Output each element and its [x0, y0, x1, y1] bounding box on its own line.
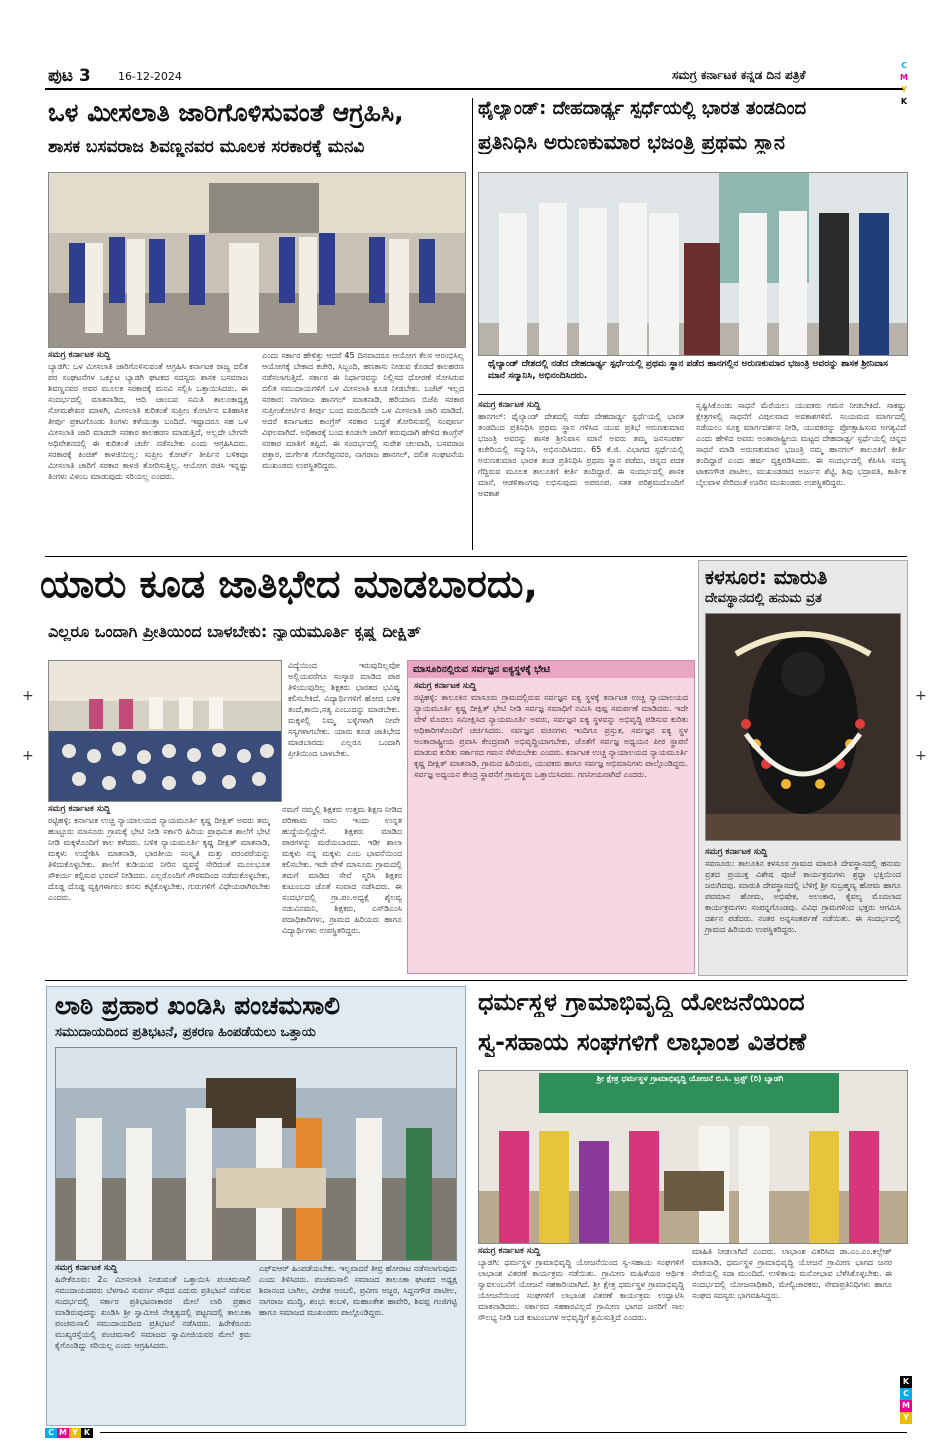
cmyk-c: C: [901, 61, 907, 70]
protest-group-photo: [49, 173, 465, 347]
article5-photo: [705, 613, 901, 841]
article4-box: [407, 660, 695, 974]
article3-headline: ಯಾರು ಕೂಡ ಜಾತಿಭೇದ ಮಾಡಬಾರದು,: [40, 562, 538, 606]
cmyk-k: K: [900, 97, 908, 106]
page-number: ಪುಟ 3: [48, 66, 91, 86]
article5-body-text: ಸವಣೂರು: ತಾಲೂಕಿನ ಕಳಸೂರ ಗ್ರಾಮದ ಮಾರುತಿ ದೇವಸ್ಥಾನದಲ್ಲಿ ಹನುಮ ವ್ರತದ ಪ್ರಯುಕ್ತ ವಿಶೇಷ ಪೂಜೆ ಕಾರ್ಯಕ್ರಮಗಳು ಶ್ರದ್ಧಾ ಭಕ್ತಿಯಿಂದ ಜರುಗಿದವು. ಮಾರುತಿ ದೇವಸ್ಥಾನದಲ್ಲಿ ಬೆಳಿಗ್ಗೆ ಶ್ರೀ ಸುಬ್ರಹ್ಮಣ್ಯ ಹೋಮ ಹಾಗೂ ಪವಮಾನ ಹೋಮ, ಅಭಿಷೇಕ, ಅಲಂಕಾರ, ಕೈವಲ್ಯ ಮೊದಲಾದ ಕಾರ್ಯಕ್ರಮಗಳು ಸಂಪನ್ನಗೊಂಡವು. ವಿವಿಧ ಗ್ರಾಮಗಳಿಂದ ಭಕ್ತರು ಆಗಮಿಸಿ ದರ್ಶನ ಪಡೆದರು. ನಂತರ ಅನ್ನಸಂತರ್ಪಣೆ ನಡೆಯಿತು. ಈ ಸಂದರ್ಭದಲ್ಲಿ ಗ್ರಾಮದ ಹಿರಿಯರು ಉಪಸ್ಥಿತರಿದ್ದರು.: [705, 858, 901, 934]
article7-subhead: ಸ್ವ-ಸಹಾಯ ಸಂಘಗಳಿಗೆ ಲಾಭಾಂಶ ವಿತರಣೆ: [478, 1028, 807, 1056]
article3-byline: ಸಮಗ್ರ ಕರ್ನಾಟಕ ಸುದ್ದಿ: [48, 804, 111, 814]
article6-box: [46, 986, 466, 1426]
self-help-group-photo: [479, 1071, 907, 1243]
article6-col1-text: ಹಿರೇಕೆರೂರು: 2ಎ ಮೀಸಲಾತಿ ನೀಡುವಂತೆ ಒತ್ತಾಯಿಸಿ ಪಂಚಮಸಾಲಿ ಸಮುದಾಯದವರು ಬೆಳಗಾವಿ ಸುವರ್ಣ ಸೌಧದ ಎದುರು ಪ್ರತಿಭಟನೆ ನಡೆಸುವ ಸಂದರ್ಭದಲ್ಲಿ ಸರ್ಕಾರ ಪ್ರತಿಭಟನಾಕಾರರ ಮೇಲೆ ಲಾಠಿ ಪ್ರಹಾರ ಮಾಡಿರುವುದನ್ನು ಖಂಡಿಸಿ ಶ್ರೀ ಸ್ವಾಮೀಜಿ ನೇತೃತ್ವದಲ್ಲಿ ಪಟ್ಟಣದಲ್ಲಿ ತಾಲೂಕಾ ಪಂಚಮಸಾಲಿ ಸಮುದಾಯದಿಂದ ಪ್ರತಿಭಟನೆ ನಡೆಸಿದರು. ಹಿರೇಕೆರೂರು ಮುಖ್ಯರಸ್ತೆಯಲ್ಲಿ ಪಂಚಮಸಾಲಿ ಸಮಾಜದ ಸ್ವಾಮೀಜಿಯವರ ಮೇಲೆ ಕ್ರಮ ಕೈಗೊಂಡಿದ್ದು ಸರಿಯಲ್ಲ ಎಂದು ಆಗ್ರಹಿಸಿದರು.: [55, 1275, 251, 1350]
cmyk-side-k: K: [900, 1376, 912, 1388]
cmyk-side-c: C: [900, 1388, 912, 1400]
article4-body: [408, 678, 694, 969]
article7-banner: ಶ್ರೀ ಕ್ಷೇತ್ರ ಧರ್ಮಸ್ಥಳ ಗ್ರಾಮಾಭಿವೃದ್ಧಿ ಯೋಜನೆ ಬಿ.ಸಿ. ಟ್ರಸ್ಟ್ (ರಿ) ಬ್ಯಾಡಗಿ: [596, 1074, 784, 1083]
article1-col2: ಎಂದು ಸರ್ಕಾರ ಹೇಳಿತ್ತು ಆದರೆ 45 ದಿನವಾದರೂ ಆಯೋಗ ಕೆಲಸ ಆರಂಭಿಸಿಲ್ಲ ಆಯೋಗಕ್ಕೆ ಬೇಕಾದ ಕಚೇರಿ, ಸಿಬ್ಬಂದಿ, ಹಣಕಾಸು ನೀಡುವ ಕೊಡದೆ ಕಾಲಹರಣ ನಡೆಸಲಾಗುತ್ತಿದೆ. ಸರ್ಕಾರ ಈ ನಿರ್ಧಾರವನ್ನು ನಿಲ್ಲಿಸದ ಧೋರಣೆ ಸೋಸಿರುವ ದಲಿತ ಸಮುದಾಯಗಳಿಗೆ ಒಳ ಮೀಸಲಾತಿ ಕೂಡ ನೀಡಬೇಕು. ಬಜೆಟ್ ಇಲ್ಲದ ಸರಕಾರ: ನಾಗರಾಜ ಹಾನಗಲ್ ಮಾತನಾಡಿ, ಹರಿಯಾಣ ಬಿಜೆಪಿ ಸರಕಾರ ಸುಪ್ರೀಂಕೋರ್ಟಿನ ತೀರ್ಪು ಬಂದ ಮರುದಿನವೇ ಒಳ ಮೀಸಲಾತಿ ಜಾರಿ ಮಾಡಿದೆ. ಅದರೆ ಕರ್ನಾಟಕದ ಕಾಂಗ್ರೆಸ್ ಸರಕಾರ ಬದ್ಧತೆ ತೋರಿಸುವಲ್ಲಿ ಸಂಪೂರ್ಣ ವಿಫಲವಾಗಿದೆ. ಅಧಿಕಾರಕ್ಕೆ ಬಂದ ಕೂಡಲೇ ಜಾರಿಗೆ ತರುವುದಾಗಿ ಹೇಳಿದ ಕಾಂಗ್ರೆಸ್ ಸರಕಾರ ಮಾತಿಗೆ ತಪ್ಪಿದೆ. ಈ ಸಂದರ್ಭದಲ್ಲಿ ಸುರೇಶ ಚಲವಾದಿ, ಬಸವರಾಜ ಪತ್ತಾರ, ದುರ್ಗೇಶ ಗೋನೆಪ್ಪನವರ, ನಾಗರಾಜ ಹಾನಗಲ್, ದಲಿತ ಸಂಘಟನೆಯ ಮುಖಂಡರು ಉಪಸ್ಥಿತರಿದ್ದರು.: [262, 351, 464, 470]
hanuman-idol-photo: [706, 614, 900, 840]
article3-subhead: ಎಲ್ಲರೂ ಒಂದಾಗಿ ಪ್ರೀತಿಯಿಂದ ಬಾಳಬೇಕು: ನ್ಯಾಯಮೂರ್ತಿ ಕೃಷ್ಣ ದೀಕ್ಷಿತ್: [48, 622, 421, 641]
article1-photo: [48, 172, 466, 348]
article6-subhead: ಸಮುದಾಯದಿಂದ ಪ್ರತಿಭಟನೆ, ಪ್ರಕರಣ ಹಿಂಪಡೆಯಲು ಒತ್ತಾಯ: [55, 1025, 316, 1040]
cmyk-side-y: Y: [900, 1412, 912, 1424]
article5-box: [698, 560, 908, 976]
article7-photo: [478, 1070, 908, 1244]
article3-col1-text: ರಟ್ಟಿಹಳ್ಳಿ: ಕರ್ನಾಟಕ ಉಚ್ಚ ನ್ಯಾಯಾಲಯದ ನ್ಯಾಯಮೂರ್ತಿ ಕೃಷ್ಣ ದೀಕ್ಷಿತ್ ಅವರು ತಮ್ಮ ಹುಟ್ಟೂರು ಮಾಸೂರು ಗ್ರಾಮಕ್ಕೆ ಭೇಟಿ ನೀಡಿ ಸರ್ಕಾರಿ ಹಿರಿಯ ಪ್ರಾಥಮಿಕ ಶಾಲೆಗೆ ಭೇಟಿ ನೀಡಿ ಮಕ್ಕಳೊಂದಿಗೆ ಕಾಲ ಕಳೆದರು. ಬಳಿಕ ನ್ಯಾಯಮೂರ್ತಿ ಕೃಷ್ಣ ದೀಕ್ಷಿತ್ ಮಾತನಾಡಿ, ಮಕ್ಕಳು ಉದ್ದೇಶಿಸಿ ಮಾತನಾಡಿ, ಭಾರತೀಯ ಸಂಸ್ಕೃತಿ ಮತ್ತು ಪರಂಪರೆಯನ್ನು ತಿಳಿದುಕೊಳ್ಳಬೇಕು. ಶಾಲೆಗೆ ಕುಡಿಯುವ ನೀರಿನ ವ್ಯವಸ್ಥೆ ಸೇರಿದಂತೆ ಮೂಲಭೂತ ಸೌಕರ್ಯ ಕಲ್ಪಿಸುವ ಭರವಸೆ ನೀಡಿದರು. ಎಲ್ಲರೊಂದಿಗೆ ಗೌರವದಿಂದ ನಡೆದುಕೊಳ್ಳಬೇಕು, ದೊಡ್ಡ ದೊಡ್ಡ ವ್ಯಕ್ತಿಗಳಾಗಲು ಕನಸು ಕಟ್ಟಿಕೊಳ್ಳಬೇಕು, ಗುರುಗಳಿಗೆ ವಿಧೇಯರಾಗಿರಬೇಕು ಎಂದರು.: [48, 816, 270, 902]
article1-headline: ಒಳ ಮೀಸಲಾತಿ ಜಾರಿಗೊಳಿಸುವಂತೆ ಆಗ್ರಹಿಸಿ,: [48, 98, 404, 127]
article3-side-text: ವಿದ್ಯೆಯಿಂದ ಇರುವುದಿಲ್ಲವೋ ಅಲ್ಲಿಯವರೆಗೂ ಸಂಸ್ಕಾರ ಮಾಡಿದ ಪಾಠ ತಿಳಿಯುವುದಿಲ್ಲ ಶಿಕ್ಷಕರು ಭಾರತದ ಭವಿಷ್ಯ ಕಲಿಸಬೇಕಿದೆ. ವಿದ್ಯಾರ್ಥಿಗಳಿಗೆ ಹೋದ ಬಳಿಕ ತಂದೆ,ತಾಯಿ,ಸತ್ಯ ಎಂಬುದನ್ನು ಮಾಡಬೇಕು. ಮಕ್ಕಳಲ್ಲಿ ನಿಮ್ಮ ಬಳ್ಳಿಗಳಾಗಿ ನೀವೇ ಸಸ್ಯಗಳಾಗಬೇಕು. ಯಾರು ಕೂಡ ಜಾತಿಭೇದ ಮಾಡಬಾರದು ಎಲ್ಲರೂ ಒಂದಾಗಿ ಪ್ರೀತಿಯಿಂದ ಬಾಳಬೇಕು.: [288, 661, 400, 758]
cmyk-bottom-y: Y: [69, 1428, 81, 1438]
article3-photo: [48, 660, 282, 802]
article7-col2: ಮಾಹಿತಿ ನೀಡಲಾಗಿದೆ ಎಂದರು. ಲಾಭಾಂಶ ವಿತರಿಸಿದ ಡಾ.ಎಂ.ಎಂ.ಕಲ್ಲೇಶ್ ಮಾತನಾಡಿ, ಧರ್ಮಸ್ಥಳ ಗ್ರಾಮಾಭಿವೃದ್ಧಿ ಯೋಜನೆ ಗ್ರಾಮೀಣ ಭಾಗದ ಜನರ ಸೇವೆಯಲ್ಲಿ ಸದಾ ಮುಂದಿದೆ. ಉಳಿತಾಯ ಮನೋಭಾವ ಬೆಳೆಸಿಕೊಳ್ಳಬೇಕು. ಈ ಸಂದರ್ಭದಲ್ಲಿ ಯೋಜನಾಧಿಕಾರಿ, ಮೇಲ್ವಿಚಾರಕರು, ಸೇವಾಪ್ರತಿನಿಧಿಗಳು ಹಾಗೂ ಸಂಘದ ಸದಸ್ಯರು ಭಾಗವಹಿಸಿದ್ದರು.: [692, 1247, 892, 1300]
cmyk-bottom-c: C: [45, 1428, 57, 1438]
article7-col1: [478, 1246, 684, 1422]
article1-byline: ಸಮಗ್ರ ಕರ್ನಾಟಕ ಸುದ್ದಿ: [48, 350, 111, 360]
article6-byline: ಸಮಗ್ರ ಕರ್ನಾಟಕ ಸುದ್ದಿ: [55, 1263, 118, 1273]
article4-box-title: ಮಾಸೂರಿನಲ್ಲಿರುವ ಸರ್ವಜ್ಞನ ಐಕ್ಯಸ್ಥಳಕ್ಕೆ ಭೇಟಿ: [408, 661, 694, 678]
article4-byline: ಸಮಗ್ರ ಕರ್ನಾಟಕ ಸುದ್ದಿ: [414, 681, 477, 691]
article7-col1-text: ಬ್ಯಾಡಗಿ: ಧರ್ಮಸ್ಥಳ ಗ್ರಾಮಾಭಿವೃದ್ಧಿ ಯೋಜನೆಯಿಂದ ಸ್ವ-ಸಹಾಯ ಸಂಘಗಳಿಗೆ ಲಾಭಾಂಶ ವಿತರಣೆ ಕಾರ್ಯಕ್ರಮ ನಡೆಯಿತು. ಗ್ರಾಮೀಣ ಮಹಿಳೆಯರ ಆರ್ಥಿಕ ಸ್ವಾವಲಂಬನೆಗೆ ಯೋಜನೆ ಸಹಕಾರಿಯಾಗಿದೆ. ಶ್ರೀ ಕ್ಷೇತ್ರ ಧರ್ಮಸ್ಥಳ ಗ್ರಾಮಾಭಿವೃದ್ಧಿ ಯೋಜನೆಯಿಂದ ಸಂಘಗಳಿಗೆ ಲಾಭಾಂಶ ವಿತರಣೆ ಕಾರ್ಯಕ್ರಮ ಉದ್ಘಾಟಿಸಿ ಮಾತನಾಡಿದರು. ಸರ್ಕಾರದ ಸಹಕಾರವಿಲ್ಲದೆ ಗ್ರಾಮೀಣ ಭಾಗದ ಜನರಿಗೆ ಸಾಲ ಸೌಲಭ್ಯ ನೀಡಿ ಬಡ ಕುಟುಂಬಗಳ ಅಭಿವೃದ್ಧಿಗೆ ಶ್ರಮಿಸುತ್ತಿದೆ ಎಂದರು.: [478, 1258, 684, 1322]
section-rule-1: [45, 556, 907, 557]
article2-byline: ಸಮಗ್ರ ಕರ್ನಾಟಕ ಸುದ್ದಿ: [478, 400, 541, 410]
article3-col1: [48, 804, 270, 974]
paper-name: ಸಮಗ್ರ ಕರ್ನಾಟಕ ಕನ್ನಡ ದಿನ ಪತ್ರಿಕೆ: [672, 68, 806, 82]
article4-body-text: ರಟ್ಟಿಹಳ್ಳಿ: ತಾಲೂಕಿನ ಮಾಸೂರು ಗ್ರಾಮದಲ್ಲಿರುವ ಸರ್ವಜ್ಞನ ಐಕ್ಯ ಸ್ಥಳಕ್ಕೆ ಕರ್ನಾಟಕ ಉಚ್ಚ ನ್ಯಾಯಾಲಯದ ನ್ಯಾಯಮೂರ್ತಿ ಕೃಷ್ಣ ದೀಕ್ಷಿತ್ ಭೇಟಿ ನೀಡಿ ಸರ್ವಜ್ಞ ಸಮಾಧಿಗೆ ನಮಿಸಿ ಪುಷ್ಪ ಸಮರ್ಪಣೆ ಮಾಡಿದರು. ಇದೇ ವೇಳೆ ಮೊದಲು ಸಮೀಕ್ಷಿಸಿದ ನ್ಯಾಯಮೂರ್ತಿ ಅವರು, ಸರ್ವಜ್ಞನ ಐಕ್ಯ ಸ್ಥಳವನ್ನು ಅಭಿವೃದ್ಧಿ ಪಡಿಸುವ ಕುರಿತು ಅಧಿಕಾರಿಗಳೊಂದಿಗೆ ಚರ್ಚಿಸಿದರು. ಸರ್ವಜ್ಞನ ವಚನಗಳು ಇಂದಿಗೂ ಪ್ರಸ್ತುತ, ಸರ್ವಜ್ಞನ ಐಕ್ಯ ಸ್ಥಳ ಅಂತಾರಾಷ್ಟ್ರೀಯ ಪ್ರವಾಸಿ ಕೇಂದ್ರವಾಗಿ ಅಭಿವೃದ್ಧಿಯಾಗಬೇಕು, ಜೊತೆಗೆ ಸರ್ವಜ್ಞ ಅಧ್ಯಯನ ಪೀಠ ಸ್ಥಾಪನೆ ಮಾಡುವ ಕುರಿತು ಸರ್ಕಾರದ ಗಮನ ಸೆಳೆಯಬೇಕು ಎಂದರು. ಕರ್ನಾಟಕ ಉಚ್ಚ ನ್ಯಾಯಾಲಯದ ನ್ಯಾಯಮೂರ್ತಿ ಕೃಷ್ಣ ದೀಕ್ಷಿತ್ ಮಾತನಾಡಿ, ಗ್ರಾಮದ ಹಿರಿಯರು, ಯುವಕರು ಹಾಗೂ ಸರ್ವಜ್ಞ ಅಭಿಮಾನಿಗಳು ಪಾಲ್ಗೊಂಡಿದ್ದರು. ಸರ್ವಜ್ಞ ಅಧ್ಯಯನ ಕೇಂದ್ರ ಸ್ಥಾಪನೆಗೆ ಗ್ರಾಮಸ್ಥರು ಒತ್ತಾಯಿಸಿದರು. ಗಣನೀಯವಾಗಿದೆ ಎಂದರು.: [414, 693, 688, 779]
cmyk-m: M: [900, 73, 908, 82]
registration-mark-left: +: [22, 688, 34, 704]
article5-body: [699, 845, 907, 967]
column-divider: [472, 98, 473, 550]
article3-col2: ನಮಗೆ ನಮ್ಮಲ್ಲಿ ಶಿಕ್ಷಕರು ಉತ್ತಮ ಶಿಕ್ಷಣ ನೀಡಿದ ಪರಿಣಾಮ ನಾನು ಇಂದು ಉನ್ನತ ಹುದ್ದೆಯಲ್ಲಿದ್ದೇನೆ. ಶಿಕ್ಷಕರು ಮಾಡಿದ ಪಾಠಗಳನ್ನು ಮರೆಯಬಾರದು. ಇಡೀ ಶಾಲಾ ಮಕ್ಕಳು ನನ್ನ ಮಕ್ಕಳು ಎಂಬ ಭಾವನೆಯಿಂದ ಕಲಿಸಬೇಕು. ಇದೇ ವೇಳೆ ಮಾಸೂರು ಗ್ರಾಮದಲ್ಲಿ ತಮಗೆ ಮಾಡಿದ ಸೇವೆ ಸ್ಮರಿಸಿ ಶಿಕ್ಷಕರ ಕುಟುಂಬದ ಜೊತೆ ಸಂವಾದ ನಡೆಸಿದರು. ಈ ಸಂದರ್ಭದಲ್ಲಿ ಗ್ರಾ.ಪಂ.ಅಧ್ಯಕ್ಷೆ ಶೈಲವ್ವ ನಡುವಿನಮನಿ, ಶಿಕ್ಷಕರು, ಎಸ್‌ಡಿಎಂಸಿ ಪದಾಧಿಕಾರಿಗಳು, ಗ್ರಾಮದ ಹಿರಿಯರು ಹಾಗೂ ವಿದ್ಯಾರ್ಥಿಗಳು ಉಪಸ್ಥಿತರಿದ್ದರು.: [282, 805, 402, 935]
registration-mark-right-2: +: [915, 748, 927, 764]
article5-headline: ಕಳಸೂರ: ಮಾರುತಿ: [705, 565, 828, 589]
article6-col1: [55, 1263, 251, 1419]
article6-col2: ಎಫ್‌ಐಆರ್ ಹಿಂಪಡೆಯಬೇಕು. ಇಲ್ಲವಾದರೆ ತೀವ್ರ ಹೋರಾಟ ನಡೆಸಲಾಗುವುದು ಎಂದು ತಿಳಿಸಿದರು. ಪಂಚಮಸಾಲಿ ಸಮಾಜದ ತಾಲೂಕಾ ಘಟಕದ ಅಧ್ಯಕ್ಷ ಶಿವಾನಂದ ಬಾಗಿಲ, ವೀರೇಶ ಅಂಬಲಿ, ಪ್ರವೀಣ ಅಜ್ಜರ, ಸಿದ್ದನಗೌಡ ಪಾಟೀಲ, ನಾಗರಾಜ ಮುದ್ದಿ, ಶಂಭು ಕಂಬಳಿ, ಮಹಾಂತೇಶ ಹಾವೇರಿ, ಶಿವಪ್ಪ ಗಂಜಿಗಟ್ಟಿ ಹಾಗೂ ಸಮಾಜದ ಮುಖಂಡರು ಪಾಲ್ಗೊಂಡಿದ್ದರು.: [259, 1264, 457, 1317]
article2-col1: [478, 400, 684, 550]
cmyk-bottom-k: K: [81, 1428, 93, 1438]
cmyk-marks-side: [900, 1376, 912, 1424]
article7-byline: ಸಮಗ್ರ ಕರ್ನಾಟಕ ಸುದ್ದಿ: [478, 1246, 541, 1256]
issue-date: 16-12-2024: [118, 70, 182, 83]
cmyk-side-m: M: [900, 1400, 912, 1412]
cmyk-marks-bottom: [45, 1428, 93, 1438]
article5-subhead: ದೇವಸ್ಥಾನದಲ್ಲಿ ಹನುಮ ವ್ರತ: [705, 591, 822, 606]
cmyk-bottom-m: M: [57, 1428, 69, 1438]
article2-headline: ಥೈಲ್ಯಾಂಡ್: ದೇಹದಾರ್ಢ್ಯ ಸ್ಪರ್ಧೆಯಲ್ಲಿ ಭಾರತ ತಂಡದಿಂದ: [478, 98, 807, 119]
cmyk-y: Y: [901, 85, 907, 94]
registration-mark-right: +: [915, 688, 927, 704]
article2-caption: ಥೈಲ್ಯಾಂಡ್ ದೇಶದಲ್ಲಿ ನಡೆದ ದೇಹದಾರ್ಢ್ಯ ಸ್ಪರ್ಧೆಯಲ್ಲಿ ಪ್ರಥಮ ಸ್ಥಾನ ಪಡೆದ ಹಾನಗಲ್ಲಿನ ಅರುಣಕುಮಾರ ಭಜಂತ್ರಿ ಅವರನ್ನು ಶಾಸಕ ಶ್ರೀನಿವಾಸ ಮಾನೆ ಸನ್ಮಾನಿಸಿ, ಅಭಿನಂದಿಸಿದರು.: [488, 359, 888, 381]
street-protest-photo: [56, 1048, 456, 1260]
article6-headline: ಲಾಠಿ ಪ್ರಹಾರ ಖಂಡಿಸಿ ಪಂಚಮಸಾಲಿ: [55, 991, 341, 1020]
section-rule-2: [45, 980, 907, 981]
article1-col1: [48, 350, 248, 550]
article7-headline: ಧರ್ಮಸ್ಥಳ ಗ್ರಾಮಾಭಿವೃದ್ಧಿ ಯೋಜನೆಯಿಂದ: [478, 988, 805, 1016]
article2-col2: ಸೃಷ್ಟಿಸಿಕೊಂಡು ಸಾಧನೆ ಮೆರೆಯಲು ಯುವಕರು ಗಮನ ನೀಡಬೇಕಿದೆ. ಸಾಕಷ್ಟು ಕ್ಷೇತ್ರಗಳಲ್ಲಿ ಸಾಧನೆಗೆ ವಿಪುಲವಾದ ಅವಕಾಶಗಳಿವೆ. ಸಂಯಮದ ಮಾರ್ಗದಲ್ಲಿ ನಡೆಯಲು ಸೂಕ್ತ ಮಾರ್ಗದರ್ಶನ ನೀಡಿ, ಯುವಕರನ್ನು ಪ್ರೋತ್ಸಾಹಿಸುವ ಅಗತ್ಯವಿದೆ ಎಂದು ಹೇಳಿದ ಅವರು ಅಂತಾರಾಷ್ಟ್ರೀಯ ಮಟ್ಟದ ದೇಹದಾರ್ಢ್ಯ ಸ್ಪರ್ಧೆಯಲ್ಲಿ ಚಿನ್ನದ ಸಾಧನೆ ಮಾಡಿ ಅರುಣಕುಮಾರ ಭಜಂತ್ರಿ ನಮ್ಮ ಹಾನಗಲ್ ತಾಲೂಕಿಗೆ ಕೀರ್ತಿ ತಂದಿದ್ದಾರೆ ಎಂದು ಹರ್ಷ ವ್ಯಕ್ತಪಡಿಸಿದರು. ಈ ಸಂದರ್ಭದಲ್ಲಿ ಕೆಪಿಸಿಸಿ ಸದಸ್ಯ ಟಾಕನಗೌಡ ಪಾಟೀಲ, ಮುಖಂಡರಾದ ಅರ್ಜುನ ಶೆಟ್ಟಿ, ಶಿವು ಭದ್ರಾವತಿ, ಕಾರ್ತಿಕ ಬೈಲವಾಳ ಸೇರಿದಂತೆ ಊರಿನ ಮುಖಂಡರು ಉಪಸ್ಥಿತರಿದ್ದರು.: [696, 401, 906, 487]
article2-caption-rule: [478, 394, 906, 395]
article6-photo: [55, 1047, 457, 1261]
article1-col1-text: ಬ್ಯಾಡಗಿ: ಒಳ ಮೀಸಲಾತಿ ಜಾರಿಗೊಳಿಸುವಂತೆ ಆಗ್ರಹಿಸಿ ಕರ್ನಾಟಕ ರಾಜ್ಯ ದಲಿತ ಪರ ಸಂಘಟನೆಗಳ ಒಕ್ಕೂಟ ಬ್ಯಾಡಗಿ ಘಟಕದ ಸದಸ್ಯರು ಶಾಸಕ ಬಸವರಾಜ ಶಿವಣ್ಣನವರ ಅವರ ಮೂಲಕ ಸರಕಾರಕ್ಕೆ ಮನವಿ ಸಲ್ಲಿಸಿ ಒತ್ತಾಯಿಸಿದರು. ಈ ಸಂದರ್ಭದಲ್ಲಿ ಮಾತನಾಡಿದ, ಆದಿ ಜಾಂಬವ ಸಮಿತಿ ತಾಲೂಕಾಧ್ಯಕ್ಷ ಸೋಮಶೇಖರ ಮಾಳಗಿ, ಮೀಸಲಾತಿ ಕುರಿತಂತೆ ಸುಪ್ರೀಂ ಕೋರ್ಟಿನ ಐತಿಹಾಸಿಕ ತೀರ್ಪು ಪ್ರಕಟಗೊಂಡು ತಿಂಗಳು ಕಳೆಯುತ್ತಾ ಬಂದಿದೆ. ಇಷ್ಟಾದರೂ ಸಹ ಒಳ ಮೀಸಲಾತಿ ಜಾರಿ ಮಾಡದೇ ಸರಕಾರ ಕಾಲಹರಣ ಮಾಡುತ್ತಿದೆ, ಅಲ್ಲದೇ ಬೇಗನೇ ಅಧಿವೇಶನದಲ್ಲಿ ಈ ಕುರಿತಂತೆ ಚರ್ಚೆ ನಡೆಸಬೇಕು ಎಂದು ಆಗ್ರಹಿಸಿದರು. ಸರಕಾರಕ್ಕೆ ಕಿಂಚಿತ್ ಕಾಳಜಿಯಿಲ್ಲ: ಸುಪ್ರೀಂ ಕೋರ್ಟ್ ತೀರ್ಪಿನ ಬಳಿಕವೂ ಮೀಸಲಾತಿ ಜಾರಿಗೆ ಸರಕಾರ ಕಾಳಜಿ ತೋರಿಸುತ್ತಿಲ್ಲ. ಆಯೋಗ ರಚಿಸಿ ಇನ್ನಷ್ಟು ತಿಂಗಳು ವಿಳಂಬ ಮಾಡುವುದು ಸರಿಯಲ್ಲ ಎಂದರು.: [48, 362, 248, 481]
school-gathering-photo: [49, 661, 281, 801]
article2-subhead: ಪ್ರತಿನಿಧಿಸಿ ಅರುಣಕುಮಾರ ಭಜಂತ್ರಿ ಪ್ರಥಮ ಸ್ಥಾನ: [478, 130, 785, 154]
article2-col1-text: ಹಾನಗಲ್: ಥೈಲ್ಯಾಂಡ್ ದೇಶದಲ್ಲಿ ನಡೆದ ದೇಹದಾರ್ಢ್ಯ ಸ್ಪರ್ಧೆಯಲ್ಲಿ ಭಾರತ ತಂಡದಿಂದ ಪ್ರತಿನಿಧಿಸಿ ಪ್ರಥಮ ಸ್ಥಾನ ಗಳಿಸಿದ ಯುವ ಪ್ರತಿಭೆ ಅರುಣಕುಮಾರ ಭಜಂತ್ರಿ ಅವರನ್ನು ಶಾಸಕ ಶ್ರೀನಿವಾಸ ಮಾನೆ ಅವರು ತಮ್ಮ ಜನಸಂಪರ್ಕ ಕಚೇರಿಯಲ್ಲಿ ಸನ್ಮಾನಿಸಿ, ಅಭಿನಂದಿಸಿದರು. 65 ಕೆ.ಜಿ. ವಿಭಾಗದ ಸ್ಪರ್ಧೆಯಲ್ಲಿ ಅರುಣಕುಮಾರ ಭಾರತ ತಂಡ ಪ್ರತಿನಿಧಿಸಿ ಪ್ರಥಮ ಸ್ಥಾನ ಪಡೆದು, ಚಿನ್ನದ ಪದಕ ಗೆದ್ದಿರುವ ಮೂಲಕ ತಾಲೂಕಿಗೆ ಕೀರ್ತಿ ತಂದಿದ್ದಾರೆ. ಈ ಸಂದರ್ಭದಲ್ಲಿ ಶಾಸಕ ಮಾನೆ, ಆಡಳಿತಾಂಗವು ಲಭಿಸುವುದು ಅಪರೂಪ. ಸತತ ಪರಿಶ್ರಮದೊಂದಿಗೆ ಅವಕಾಶ: [478, 412, 684, 498]
registration-mark-left-2: +: [22, 748, 34, 764]
footer-rule: [100, 1432, 907, 1433]
felicitation-photo: [479, 173, 907, 355]
header-rule: [45, 88, 905, 90]
article2-photo: [478, 172, 908, 356]
article1-subhead: ಶಾಸಕ ಬಸವರಾಜ ಶಿವಣ್ಣನವರ ಮೂಲಕ ಸರಕಾರಕ್ಕೆ ಮನವಿ: [48, 137, 365, 157]
article5-byline: ಸಮಗ್ರ ಕರ್ನಾಟಕ ಸುದ್ದಿ: [705, 846, 768, 857]
